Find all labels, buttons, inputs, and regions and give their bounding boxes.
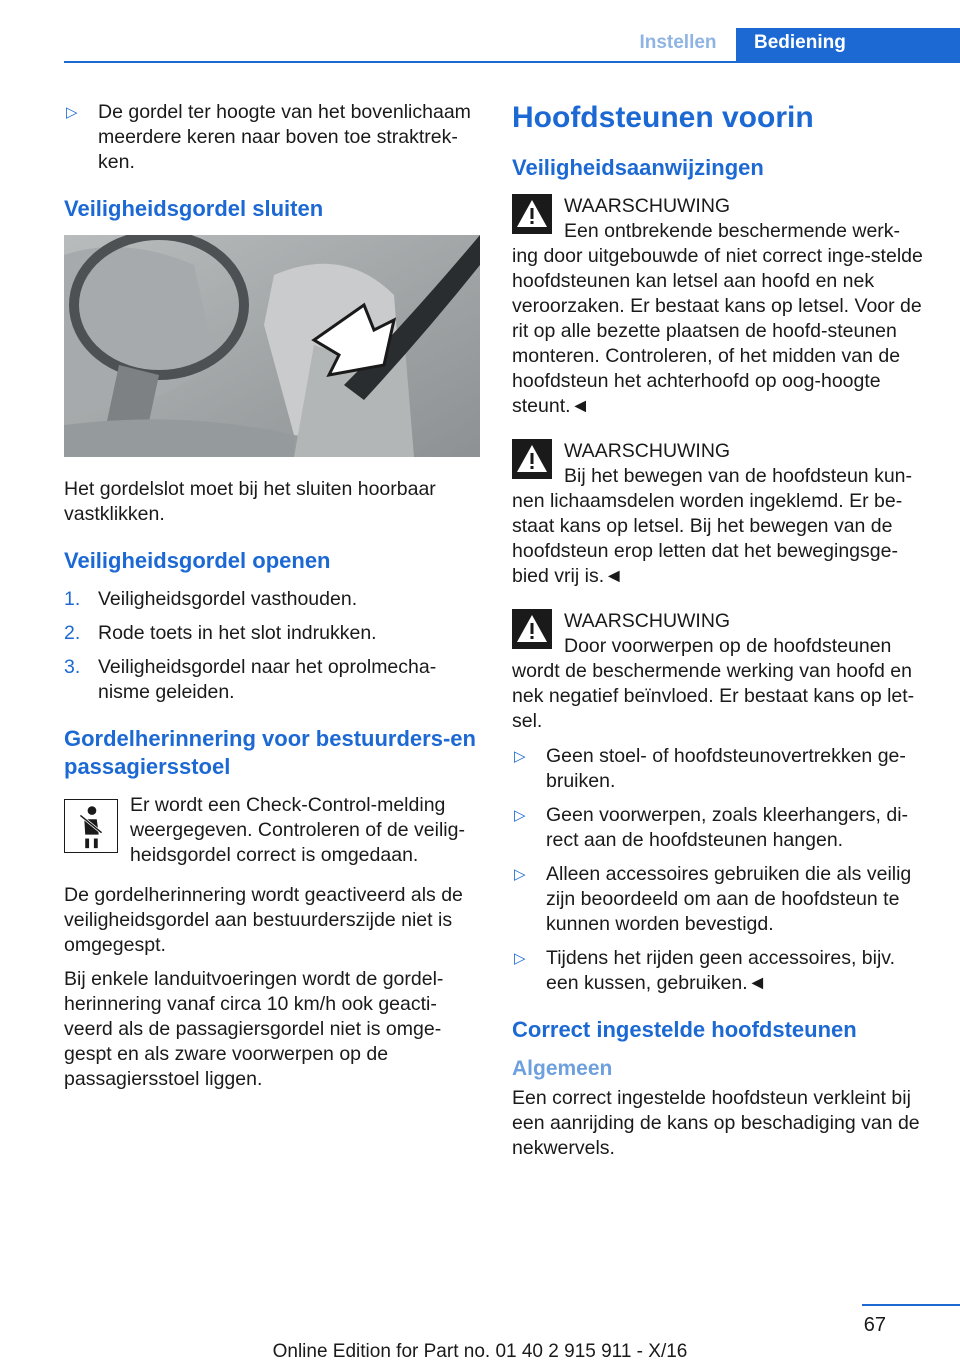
warning-block: WAARSCHUWING Een ontbrekende beschermende werk-ing door uitgebouwde of niet correct inge-stelde hoofdsteunen kan letsel aan hoofd en nek veroorzaken. Er bestaat kans op letsel. Voor de rit op alle bezette plaatsen de hoofd-steunen monteren. Controleren, of het midden van de hoofdsteun het achterhoofd op oog-hoogte steunt.◄ — [512, 195, 923, 417]
triangle-bullet-icon: ▷ — [66, 104, 78, 121]
triangle-bullet-icon: ▷ — [514, 950, 526, 967]
warning-icon — [512, 194, 552, 234]
header-rule — [64, 61, 960, 63]
left-column — [64, 100, 480, 1101]
section-heading-veiligheid: Veiligheidsaanwijzingen — [512, 155, 764, 180]
triangle-bullet-icon: ▷ — [514, 807, 526, 824]
warning-icon — [512, 609, 552, 649]
warning-block: WAARSCHUWING Door voorwerpen op de hoofdsteunen wordt de beschermende werking van hoofd en nek negatief beïnvloed. Er bestaat kans op let-sel. — [512, 610, 915, 732]
section-heading-correct: Correct ingestelde hoofdsteunen — [512, 1017, 857, 1042]
caption-text: Het gordelslot moet bij het sluiten hoorbaar vastklikken. — [64, 478, 436, 525]
list-item: ▷ Alleen accessoires gebruiken die als veilig zijn beoordeeld om aan de hoofdsteun te kunnen worden bevestigd. — [514, 863, 912, 935]
warning-icon — [512, 439, 552, 479]
list-item: 1. Veiligheidsgordel vasthouden. — [64, 588, 358, 610]
list-item: ▷ Geen stoel- of hoofdsteunovertrekken ge-bruiken. — [514, 745, 906, 792]
check-control-note: Er wordt een Check-Control-melding weergegeven. Controleren of de veilig-heidsgordel correct is omgedaan. — [64, 793, 480, 873]
list-item: ▷ De gordel ter hoogte van het bovenlichaam meerdere keren naar boven toe straktrek-ken. — [66, 101, 471, 173]
tab-bediening[interactable]: Bediening — [736, 28, 960, 62]
paragraph: Een correct ingestelde hoofdsteun verkleint bij een aanrijding de kans op beschadiging van de nekwervels. — [512, 1087, 920, 1159]
footer-rule — [862, 1304, 960, 1306]
page-number: 67 — [863, 1314, 886, 1336]
list-item: ▷ Geen voorwerpen, zoals kleerhangers, di-rect aan de hoofdsteunen hangen. — [514, 804, 909, 851]
section-heading-sluiten: Veiligheidsgordel sluiten — [64, 196, 324, 221]
page-title: Hoofdsteunen voorin — [512, 101, 814, 134]
page-header — [0, 0, 960, 62]
seatbelt-warning-icon — [64, 799, 118, 853]
list-item: 3. Veiligheidsgordel naar het oprolmecha-nisme geleiden. — [64, 656, 437, 703]
triangle-bullet-icon: ▷ — [514, 866, 526, 883]
seatbelt-photo — [64, 235, 480, 457]
paragraph: De gordelherinnering wordt geactiveerd als de veiligheidsgordel aan bestuurderszijde niet is omgegespt. — [64, 884, 463, 956]
section-heading-gordelherinnering: Gordelherinnering voor bestuurders-en passagiersstoel — [64, 726, 476, 779]
edition-footer: Online Edition for Part no. 01 40 2 915 911 - X/16 — [272, 1341, 688, 1362]
subsection-heading-algemeen: Algemeen — [512, 1057, 613, 1080]
right-column — [512, 100, 926, 1170]
warning-block: WAARSCHUWING Bij het bewegen van de hoofdsteun kun-nen lichaamsdelen worden ingeklemd. Er be-staat kans op letsel. Bij het bewegen van de hoofdsteun erop letten dat het bewegingsge-bied vrij is.◄ — [512, 440, 913, 587]
triangle-bullet-icon: ▷ — [514, 748, 526, 765]
paragraph: Bij enkele landuitvoeringen wordt de gordel-herinnering vanaf circa 10 km/h ook geacti-veerd als de passagiersgordel niet is omge-gespt en als zware voorwerpen op de passagiersstoel liggen. — [64, 968, 444, 1090]
list-item: ▷ Tijdens het rijden geen accessoires, bijv. een kussen, gebruiken.◄ — [514, 947, 896, 994]
section-heading-openen: Veiligheidsgordel openen — [64, 548, 331, 573]
list-item: 2. Rode toets in het slot indrukken. — [64, 622, 377, 644]
tab-instellen[interactable]: Instellen — [639, 32, 717, 53]
